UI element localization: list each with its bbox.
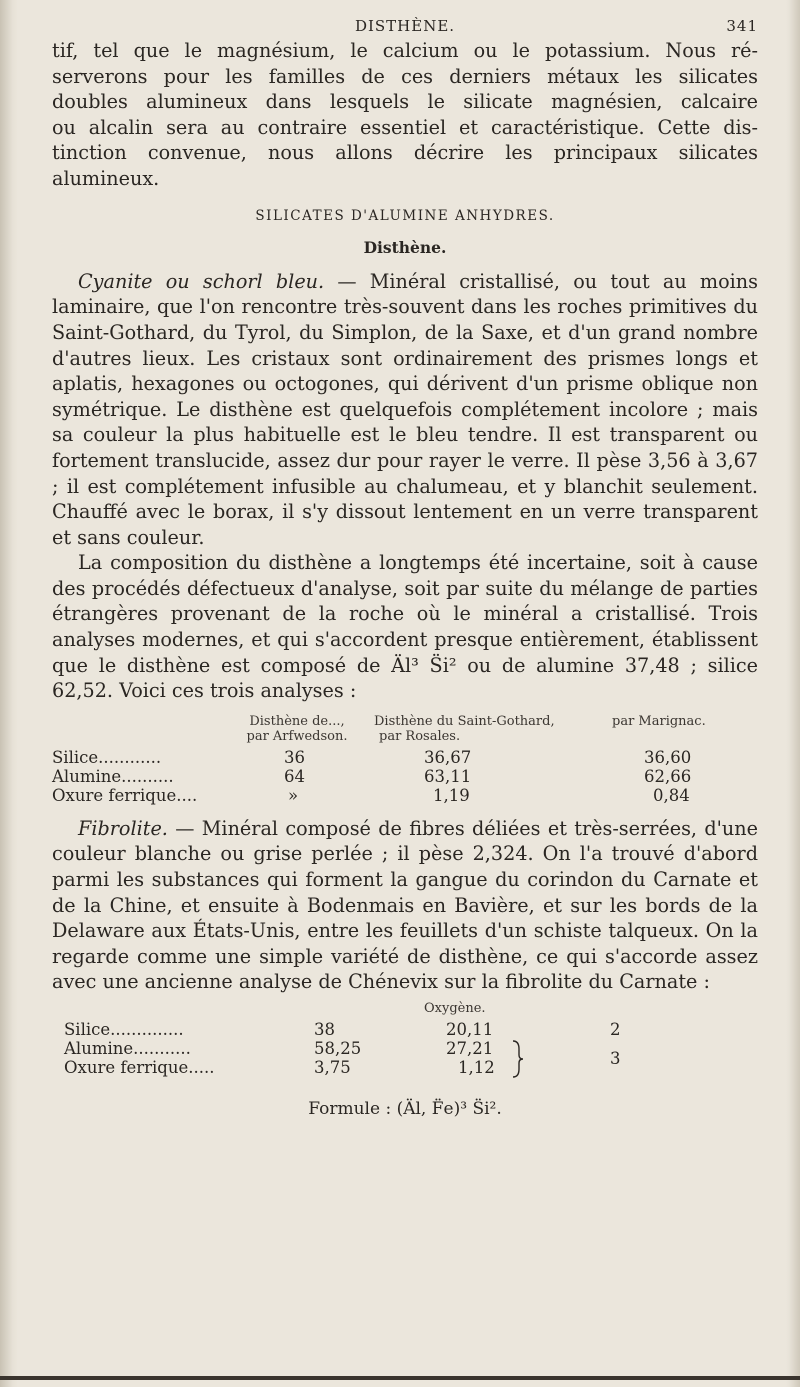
cell-value: 64: [284, 766, 305, 786]
cell-value: 3,75: [314, 1058, 351, 1077]
table-row: [52, 1019, 758, 1040]
book-page: [52, 8, 758, 1123]
table-row: [52, 747, 758, 768]
running-head-title: DISTHÈNE.: [354, 17, 456, 35]
bottom-rule: [0, 1376, 800, 1380]
formula: Formule : (Äl, F̈e)³ S̈i².: [308, 1099, 502, 1119]
fibrolite-description: [52, 816, 758, 995]
group-brace: [510, 1039, 524, 1079]
intro-line: tinction convenue, nous allons décrire les principaux silicates: [52, 141, 758, 165]
fibrolite-text: — Minéral composé de fibres déliées et très-serrées, d'une couleur blanche ou grise perlée ; il pèse 2,324. On l'a trouvé d'abord parmi les substances qui forment la gangue du corindon du Carnate et de la Chine, et ensuite à Bodenmais en Bavière, et sur les bords de la Delaware aux États-Unis, entre les feuillets d'un schiste talqueux. On la regarde comme une simple variété de disthène, ce qui s'accorde assez avec une ancienne analyse de Chénevix sur la fibrolite du Carnate :: [52, 816, 758, 994]
col-header-arfwedson: Disthène de..., par Arfwedson.: [246, 713, 348, 744]
intro-line: tif, tel que le magnésium, le calcium ou le potassium. Nous ré-: [52, 39, 758, 62]
running-head: [52, 8, 758, 38]
cell-value: »: [288, 785, 299, 805]
row-label: Alumine..........: [52, 766, 174, 786]
disthene-composition: La composition du disthène a longtemps été incertaine, soit à cause des procédés défectueux d'analyse, soit par suite du mélange de parties étrangères provenant de la roche où le minéral a cristallisé. Trois analyses modernes, et qui s'accordent presque entièrement, établissent que le disthène est composé de Äl³ S̈i² ou de alumine 37,48 ; silice 62,52. Voici ces trois analyses :: [52, 551, 758, 703]
disthene-text: — Minéral cristallisé, ou tout au moins laminaire, que l'on rencontre très-souvent dans les roches primitives du Saint-Gothard, du Tyrol, du Simplon, de la Saxe, et d'un grand nombre d'autres lieux. Les cristaux sont ordinairement des prismes longs et aplatis, hexagones ou octogones, qui dérivent d'un prisme oblique non symétrique. Le disthène est quelquefois complétement incolore ; mais sa couleur la plus habituelle est le bleu tendre. Il est transparent ou fortement translucide, assez dur pour rayer le verre. Il pèse 3,56 à 3,67 ; il est complétement infusible au chalumeau, et y blanchit seulement. Chauffé avec le borax, il s'y dissout lentement en un verre transparent et sans couleur.: [52, 269, 758, 549]
row-label: Silice............: [52, 747, 162, 767]
cell-oxygen: 20,11: [446, 1020, 494, 1039]
analyses-table: [52, 713, 758, 805]
oxygen-header: Oxygène.: [424, 1001, 486, 1016]
row-label: Silice..............: [64, 1020, 184, 1039]
cell-oxygen: 27,21: [446, 1039, 494, 1058]
cell-oxygen: 1,12: [458, 1058, 495, 1077]
cell-value: 38: [314, 1020, 335, 1039]
intro-line: doubles alumineux dans lesquels le silicate magnésien, calcaire: [52, 90, 758, 114]
fibrolite-name: Fibrolite.: [78, 816, 168, 840]
cell-value: 63,11: [424, 766, 472, 786]
col-header-marignac: par Marignac.: [612, 713, 706, 729]
table-row: [52, 766, 758, 787]
row-label: Oxure ferrique.....: [64, 1058, 215, 1077]
disthene-description: [52, 269, 758, 551]
table-row: [52, 785, 758, 806]
table-row: [52, 1038, 758, 1059]
section-heading: SILICATES D'ALUMINE ANHYDRES.: [255, 207, 555, 224]
page-left-edge: [0, 0, 18, 1387]
cell-ratio: 2: [610, 1020, 621, 1039]
cell-value: 36,67: [424, 747, 472, 767]
row-label: Alumine...........: [64, 1039, 191, 1058]
cell-value: 58,25: [314, 1039, 362, 1058]
page-number: 341: [726, 17, 758, 35]
col-header-rosales: Disthène du Saint-Gothard, par Rosales.: [374, 713, 555, 744]
cell-value: 36: [284, 747, 305, 767]
cell-value: 1,19: [433, 785, 470, 805]
cell-value: 36,60: [644, 747, 692, 767]
row-label: Oxure ferrique....: [52, 785, 198, 805]
page-right-edge: [786, 0, 800, 1387]
cell-value: 62,66: [644, 766, 692, 786]
table-row: [52, 1057, 758, 1078]
disthene-synonyms: Cyanite ou schorl bleu.: [78, 269, 325, 293]
intro-line: alumineux.: [52, 166, 160, 190]
intro-line: serverons pour les familles de ces derniers métaux les silicates: [52, 64, 758, 88]
fibrolite-table: [52, 1001, 758, 1093]
mineral-heading: Disthène.: [363, 238, 447, 258]
cell-value: 0,84: [653, 785, 690, 805]
intro-paragraph: [52, 38, 758, 192]
group-ratio: 3: [610, 1049, 621, 1068]
intro-line: ou alcalin sera au contraire essentiel et caractéristique. Cette dis-: [52, 115, 758, 139]
